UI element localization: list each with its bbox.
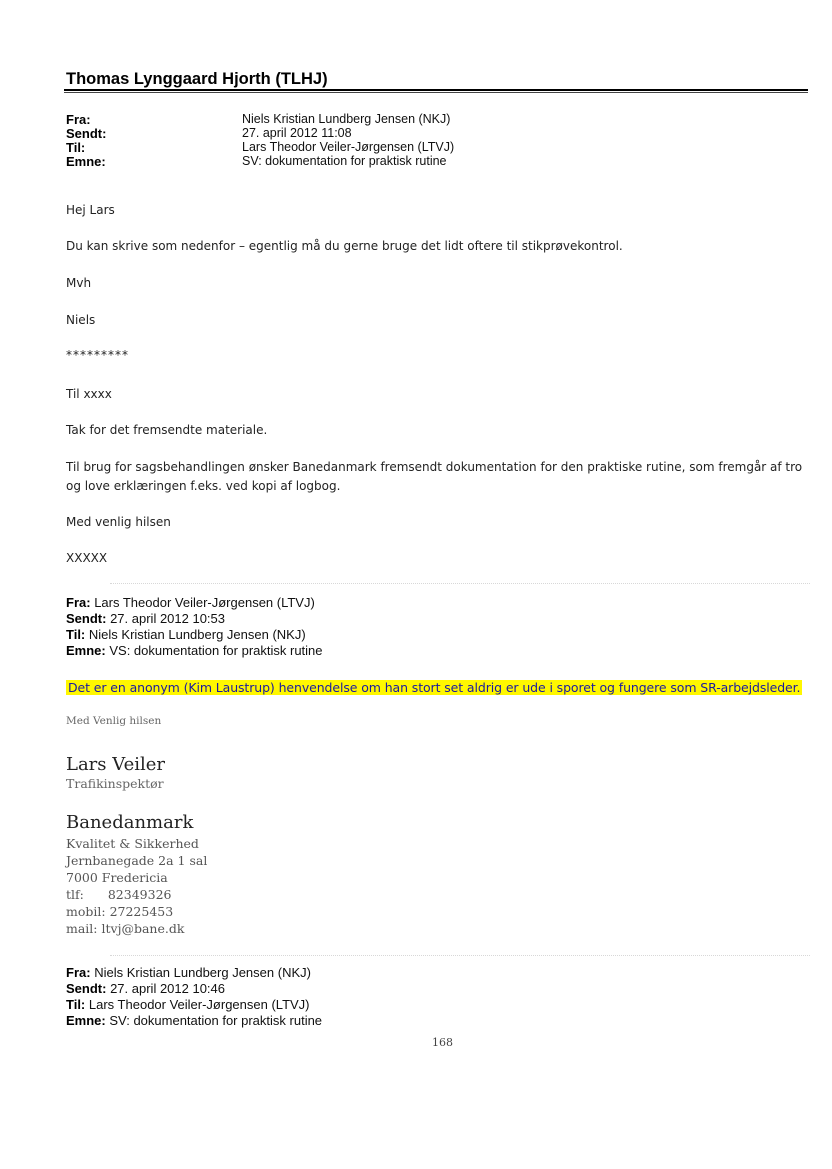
fwd2-to: [66, 997, 310, 1012]
document-title: Thomas Lynggaard Hjorth (TLHJ): [66, 70, 328, 88]
separator-2: [110, 955, 810, 956]
fwd2-from-label: Fra:: [66, 965, 91, 980]
body-thanks: Tak for det fremsendte materiale.: [66, 423, 268, 437]
fwd1-from-value: Lars Theodor Veiler-Jørgensen (LTVJ): [94, 595, 315, 610]
header-subject-label: Emne:: [66, 154, 106, 169]
title-underline: [64, 89, 808, 91]
header-sent-value: 27. april 2012 11:08: [242, 126, 352, 140]
header-to-value: Lars Theodor Veiler-Jørgensen (LTVJ): [242, 140, 455, 154]
signature-city: 7000 Fredericia: [66, 870, 168, 885]
signature-org: Banedanmark: [66, 812, 194, 833]
phone-label: tlf:: [66, 887, 84, 902]
fwd1-subject-label: Emne:: [66, 643, 106, 658]
body-sign-xxxxx: XXXXX: [66, 551, 108, 565]
phone-value: 82349326: [107, 887, 172, 902]
fwd2-sent: [66, 981, 225, 996]
header-subject-value: SV: dokumentation for praktisk rutine: [242, 154, 447, 168]
fwd1-subject: [66, 643, 323, 658]
fwd2-to-value: Lars Theodor Veiler-Jørgensen (LTVJ): [88, 997, 310, 1012]
fwd1-subject-value: VS: dokumentation for praktisk rutine: [109, 643, 323, 658]
body-greeting: Hej Lars: [66, 203, 115, 217]
signature-mail: [66, 921, 184, 936]
mail-value[interactable]: ltvj@bane.dk: [101, 921, 185, 936]
fwd2-subject: [66, 1013, 322, 1028]
mobile-value: 27225453: [109, 904, 174, 919]
fwd2-from-value: Niels Kristian Lundberg Jensen (NKJ): [94, 965, 311, 980]
fwd2-sent-value: 27. april 2012 10:46: [110, 981, 226, 996]
header-sent-label: Sendt:: [66, 126, 107, 141]
fwd2-from: [66, 965, 311, 980]
signature-role: Trafikinspektør: [66, 776, 164, 791]
fwd2-sent-label: Sendt:: [66, 981, 107, 996]
header-from-label: Fra:: [66, 112, 91, 127]
header-to-label: Til:: [66, 140, 86, 155]
fwd1-sent-value: 27. april 2012 10:53: [110, 611, 226, 626]
mail-label: mail:: [66, 921, 98, 936]
fwd1-sent: [66, 611, 225, 626]
body-request: Til brug for sagsbehandlingen ønsker Banedanmark fremsendt dokumentation for den praktiske rutine, som fremgår af tro og love erklæringen f.eks. ved kopi af logbog.: [66, 460, 803, 493]
body-stars: *********: [66, 348, 129, 362]
body-signer: Niels: [66, 313, 96, 327]
fwd1-closing: Med Venlig hilsen: [66, 715, 162, 727]
signature-name: Lars Veiler: [66, 754, 166, 775]
body-to-xxxx: Til xxxx: [66, 387, 112, 401]
signature-street: Jernbanegade 2a 1 sal: [66, 853, 208, 868]
highlighted-note: Det er en anonym (Kim Laustrup) henvendelse om han stort set aldrig er ude i sporet og fungere som SR-arbejdsleder.: [68, 680, 801, 695]
signature-mobile: [66, 904, 173, 919]
fwd1-from: [66, 595, 315, 610]
body-closing: Med venlig hilsen: [66, 515, 171, 529]
fwd1-sent-label: Sendt:: [66, 611, 107, 626]
signature-dept: Kvalitet & Sikkerhed: [66, 836, 199, 851]
fwd2-subject-value: SV: dokumentation for praktisk rutine: [109, 1013, 323, 1028]
header-from-value: Niels Kristian Lundberg Jensen (NKJ): [242, 112, 451, 126]
body-regards: Mvh: [66, 276, 92, 290]
title-underline-shadow: [64, 92, 808, 93]
signature-phone: [66, 887, 171, 902]
fwd1-from-label: Fra:: [66, 595, 91, 610]
fwd1-to: [66, 627, 306, 642]
body-line1: Du kan skrive som nedenfor – egentlig må du gerne bruge det lidt oftere til stikprøvekontrol.: [66, 239, 623, 253]
fwd2-subject-label: Emne:: [66, 1013, 106, 1028]
fwd1-to-value: Niels Kristian Lundberg Jensen (NKJ): [88, 627, 306, 642]
mobile-label: mobil:: [66, 904, 106, 919]
fwd2-to-label: Til:: [66, 997, 86, 1012]
fwd1-to-label: Til:: [66, 627, 86, 642]
separator-1: [110, 583, 810, 584]
page-number: 168: [432, 1036, 453, 1049]
